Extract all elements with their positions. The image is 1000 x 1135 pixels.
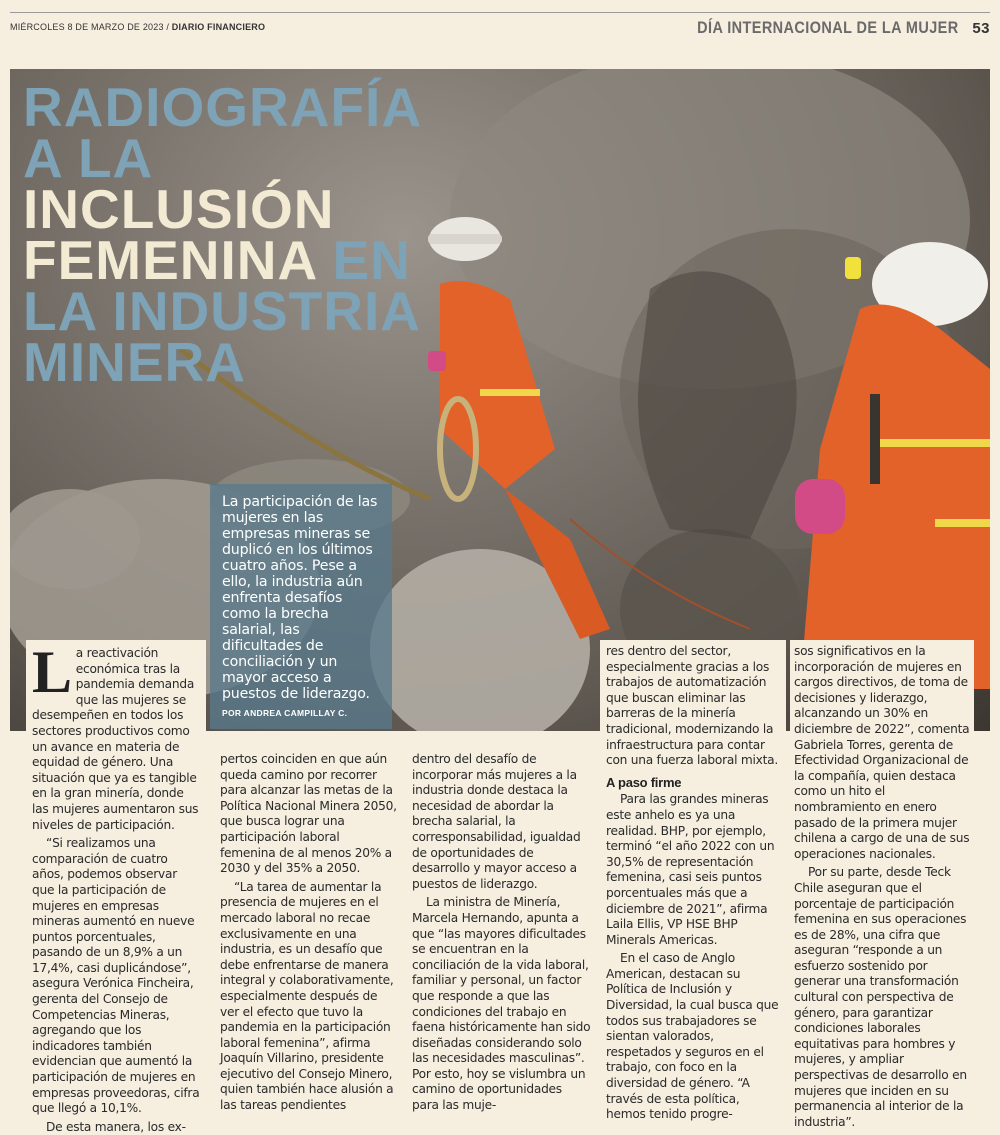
drop-cap: L	[32, 639, 72, 705]
headline-line-2: A LA	[23, 127, 154, 189]
header-section	[651, 18, 990, 38]
header-date: MIÉRCOLES 8 DE MARZO DE 2023	[10, 22, 164, 32]
headline-line-4b: EN	[332, 229, 411, 291]
headline-line-3: INCLUSIÓN	[23, 178, 335, 240]
paragraph: Para las grandes mineras este anhelo es ya una realidad. BHP, por ejemplo, terminó “el año 2022 con un 30,5% de representación femenina, casi seis puntos porcentuales más que a diciembre de 2021”, afirma Laila Ellis, VP HSE BHP Minerals Americas.	[606, 792, 775, 947]
paragraph: pertos coinciden en que aún queda camino por recorrer para alcanzar las metas de la Política Nacional Minera 2050, que busca lograr una participación laboral femenina de al menos 20% a 2030 y del 35% a 2050.	[220, 752, 397, 876]
paragraph: De esta manera, los ex-	[46, 1119, 186, 1134]
header-rule	[10, 12, 990, 13]
paragraph: Por su parte, desde Teck Chile aseguran que el porcentaje de participación femenina en sus operaciones es de 28%, una cifra que aseguran “responde a un esfuerzo sostenido por generar una transformación cultural con perspectiva de género, para garantizar condiciones laborales equitativas para hombres y mujeres, y ampliar perspectivas de desarrollo en mujeres que inciden en su permanencia al interior de la industria”.	[794, 865, 967, 1129]
byline: POR ANDREA CAMPILLAY C.	[222, 708, 348, 718]
paragraph: dentro del desafío de incorporar más mujeres a la industria donde destaca la necesidad de abordar la brecha salarial, la corresponsabilidad, igualdad de oportunidades de desarrollo y mayor acceso a puestos de liderazgo.	[412, 752, 581, 891]
paragraph: res dentro del sector, especialmente gracias a los trabajos de automatización que buscan eliminar las barreras de la minería tradicional, modernizando la infraestructura para contar con una fuerza laboral mixta.	[606, 644, 778, 768]
headline	[23, 76, 423, 393]
paragraph: “La tarea de aumentar la presencia de mujeres en el mercado laboral no recae exclusivamente en una industria, es un desafío que debe enfrentarse de manera integral y colaborativamente, especialmente después de ver el efecto que tuvo la pandemia en la participación laboral femenina”, afirma Joaquín Villarino, presidente ejecutivo del Consejo Minero, quien también hace alusión a las tareas pendientes	[220, 879, 394, 1113]
headline-line-4	[23, 229, 422, 291]
deck-box	[210, 484, 392, 729]
headline-line-1: RADIOGRAFÍA	[23, 76, 423, 138]
paragraph: La ministra de Minería, Marcela Hernando, apunta a que “las mayores dificultades se encuentran en la conciliación de la vida laboral, familiar y personal, un factor que responde a que las condiciones del trabajo en faena históricamente han sido diseñadas considerando solo las necesidades masculinas”. Por esto, hoy se vislumbra un camino de oportunidades para las muje-	[412, 895, 591, 1113]
column-4	[600, 640, 786, 1122]
headline-line-4a: FEMENINA	[23, 229, 317, 291]
paragraph: “Si realizamos una comparación de cuatro años, podemos observar que la participación de mujeres en empresas mineras aumentó en nueve puntos porcentuales, pasando de un 8,9% a un 17,4%, casi duplicándose”, asegura Verónica Fincheira, gerenta del Consejo de Competencias Mineras, agregando que los indicadores también evidencian que aumentó la participación de mujeres en empresas proveedoras, cifra que llegó a 10,1%.	[32, 836, 200, 1116]
column-1	[26, 639, 206, 1134]
subhead: A paso firme	[606, 774, 682, 790]
column-2	[216, 746, 402, 1113]
header-date-line	[10, 22, 265, 32]
paragraph	[32, 639, 202, 833]
paragraph-text: a reactivación económica tras la pandemia demanda que las mujeres se desempeñen en todos los sectores productivos como un avance en materia de equidad de género. Una situación que ya es tangible en la gran minería, donde las mujeres aumentaron sus niveles de participación.	[32, 646, 199, 832]
column-5	[790, 640, 974, 1129]
deck-text: La participación de las mujeres en las empresas mineras se duplicó en los últimos cuatro años. Pese a ello, la industria aún enfrenta desafíos como la brecha salarial, las dificultades de conciliación y un mayor acceso a puestos de liderazgo.	[222, 494, 378, 702]
page-number: 53	[972, 20, 990, 37]
paragraph: En el caso de Anglo American, destacan su Política de Inclusión y Diversidad, la cual busca que todos sus trabajadores se sientan valorados, respetados y seguros en el trabajo, con foco en la diversidad de género. “A través de esta política, hemos tenido progre-	[606, 951, 779, 1122]
headline-line-6: MINERA	[23, 331, 246, 393]
column-3	[408, 746, 596, 1113]
paragraph: sos significativos en la incorporación de mujeres en cargos directivos, de toma de decisiones y liderazgo, alcanzando un 30% en diciembre de 2022”, comenta Gabriela Torres, gerenta de Efectividad Organizacional de la compañía, quien destaca como un hito el nombramiento en enero pasado de la primera mujer chilena a cargo de una de sus operaciones nacionales.	[794, 644, 970, 861]
section-title: DÍA INTERNACIONAL DE LA MUJER	[696, 18, 959, 37]
publication-name: DIARIO FINANCIERO	[171, 22, 266, 32]
headline-line-5: LA INDUSTRIA	[23, 280, 421, 342]
header-separator: /	[163, 22, 172, 32]
